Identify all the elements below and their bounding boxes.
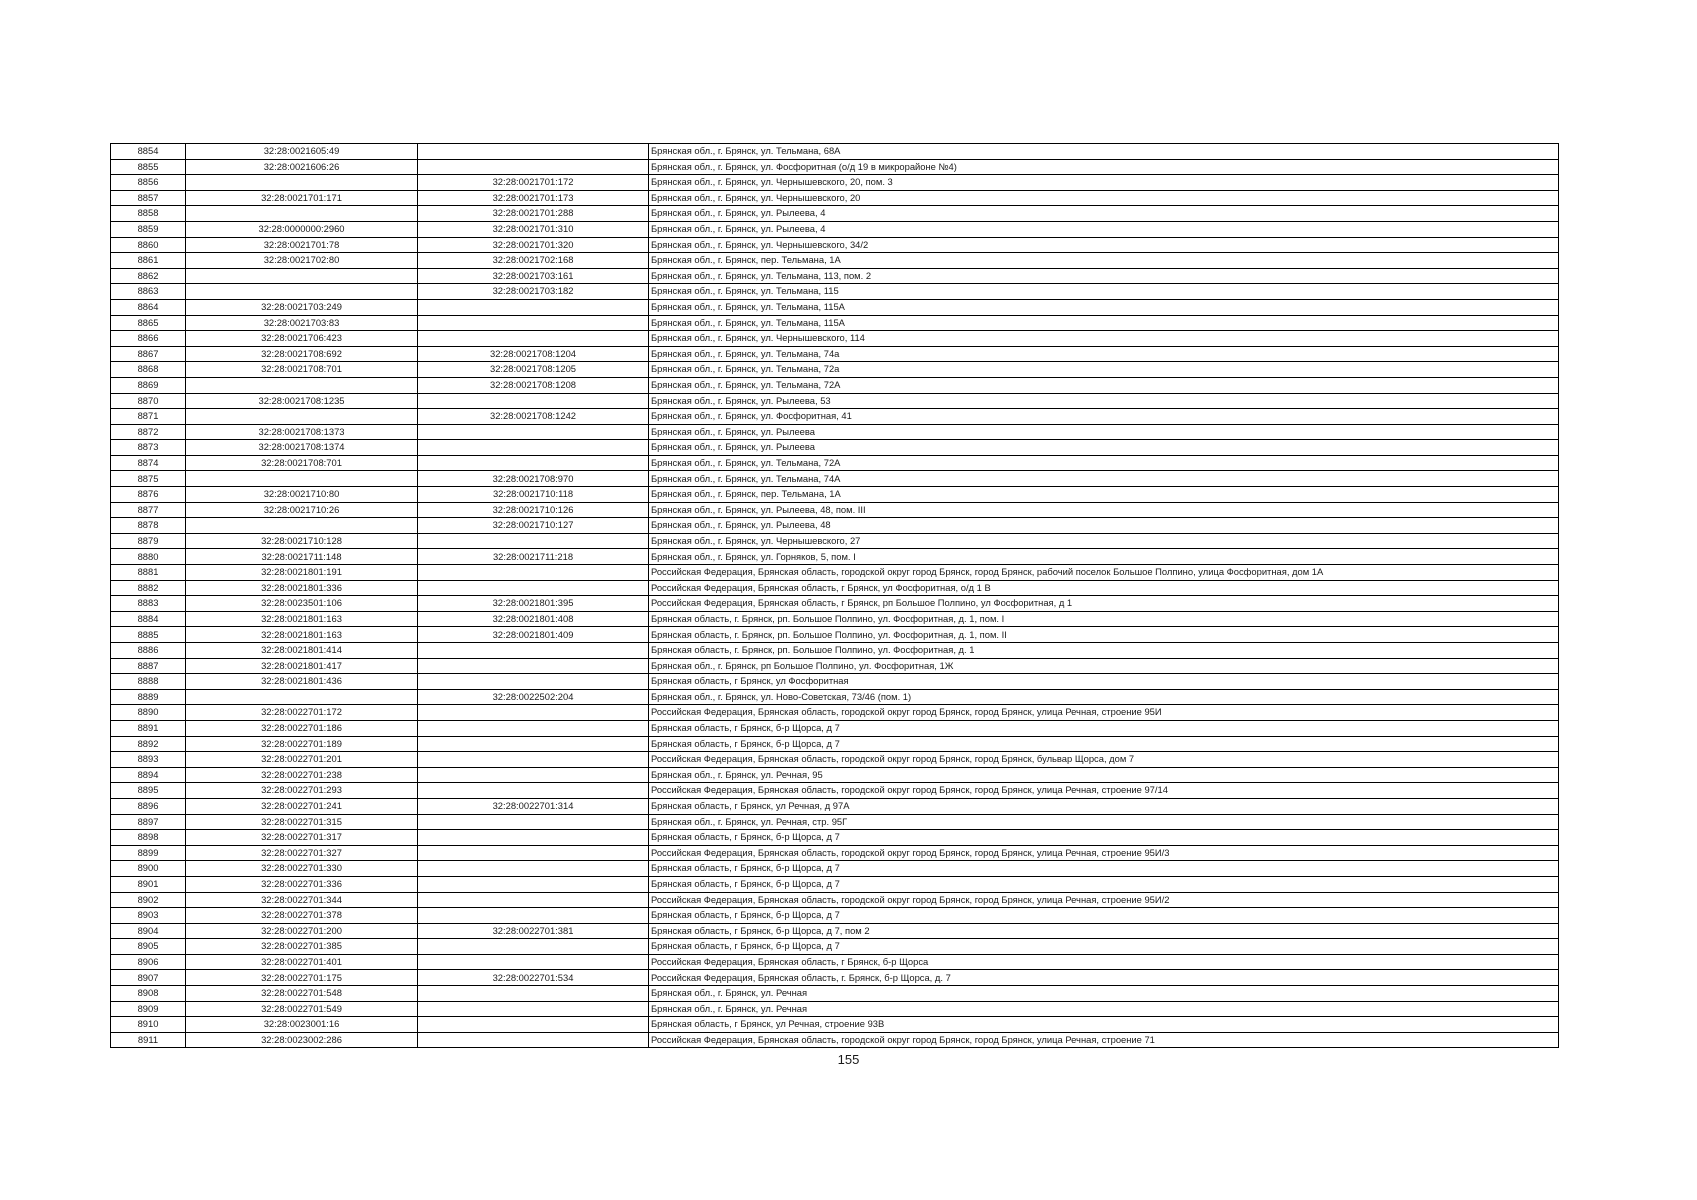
cadastral-number-object-cell: 32:28:0021701:320 (418, 237, 649, 253)
cadastral-number-land-cell: 32:28:0022701:344 (186, 892, 418, 908)
row-number-cell: 8895 (111, 783, 186, 799)
cadastral-number-object-cell (418, 658, 649, 674)
cadastral-number-land-cell: 32:28:0022701:315 (186, 814, 418, 830)
row-number-cell: 8872 (111, 424, 186, 440)
row-number-cell: 8869 (111, 377, 186, 393)
cadastral-number-land-cell: 32:28:0022701:200 (186, 923, 418, 939)
cadastral-number-object-cell (418, 876, 649, 892)
address-cell: Брянская обл., г. Брянск, пер. Тельмана, 1А (649, 253, 1559, 269)
cadastral-number-object-cell (418, 1017, 649, 1033)
table-row (111, 284, 1559, 300)
cadastral-number-land-cell: 32:28:0022701:385 (186, 939, 418, 955)
row-number-cell: 8860 (111, 237, 186, 253)
table-row (111, 221, 1559, 237)
cadastral-number-land-cell (186, 518, 418, 534)
row-number-cell: 8878 (111, 518, 186, 534)
address-cell: Российская Федерация, Брянская область, городской округ город Брянск, город Брянск, бульвар Щорса, дом 7 (649, 752, 1559, 768)
cadastral-number-land-cell: 32:28:0021708:1373 (186, 424, 418, 440)
cadastral-number-land-cell: 32:28:0000000:2960 (186, 221, 418, 237)
cadastral-number-object-cell (418, 892, 649, 908)
table-row (111, 892, 1559, 908)
cadastral-number-land-cell: 32:28:0023001:16 (186, 1017, 418, 1033)
address-cell: Брянская обл., г. Брянск, ул. Чернышевского, 27 (649, 533, 1559, 549)
address-cell: Брянская обл., г. Брянск, ул. Тельмана, 72А (649, 377, 1559, 393)
table-row (111, 596, 1559, 612)
address-cell: Брянская область, г Брянск, б-р Щорса, д 7 (649, 939, 1559, 955)
cadastral-number-land-cell: 32:28:0023501:106 (186, 596, 418, 612)
table-row (111, 580, 1559, 596)
address-cell: Российская Федерация, Брянская область, городской округ город Брянск, город Брянск, улица Речная, строение 97/14 (649, 783, 1559, 799)
row-number-cell: 8889 (111, 689, 186, 705)
table-row (111, 939, 1559, 955)
table-row (111, 533, 1559, 549)
row-number-cell: 8879 (111, 533, 186, 549)
address-cell: Брянская обл., г. Брянск, ул. Тельмана, 72а (649, 362, 1559, 378)
address-cell: Брянская обл., г. Брянск, ул. Рылеева (649, 440, 1559, 456)
row-number-cell: 8854 (111, 144, 186, 160)
cadastral-number-object-cell: 32:28:0022701:381 (418, 923, 649, 939)
row-number-cell: 8866 (111, 331, 186, 347)
row-number-cell: 8865 (111, 315, 186, 331)
table-row (111, 144, 1559, 160)
address-cell: Брянская область, г Брянск, б-р Щорса, д 7, пом 2 (649, 923, 1559, 939)
row-number-cell: 8867 (111, 346, 186, 362)
address-cell: Брянская область, г Брянск, б-р Щорса, д 7 (649, 876, 1559, 892)
page-number: 155 (837, 1052, 860, 1067)
address-cell: Брянская обл., г. Брянск, ул. Чернышевского, 34/2 (649, 237, 1559, 253)
cadastral-number-land-cell: 32:28:0022701:549 (186, 1001, 418, 1017)
cadastral-number-land-cell: 32:28:0022701:401 (186, 954, 418, 970)
table-row (111, 346, 1559, 362)
address-cell: Брянская область, г Брянск, б-р Щорса, д 7 (649, 736, 1559, 752)
cadastral-number-land-cell: 32:28:0022701:241 (186, 798, 418, 814)
table-row (111, 705, 1559, 721)
row-number-cell: 8898 (111, 830, 186, 846)
cadastral-number-land-cell: 32:28:0022701:172 (186, 705, 418, 721)
address-cell: Брянская обл., г. Брянск, ул. Тельмана, 72А (649, 455, 1559, 471)
row-number-cell: 8896 (111, 798, 186, 814)
row-number-cell: 8862 (111, 268, 186, 284)
table-row (111, 237, 1559, 253)
cadastral-number-land-cell: 32:28:0022701:548 (186, 986, 418, 1002)
table-row (111, 767, 1559, 783)
address-cell: Брянская область, г Брянск, ул Фосфоритная (649, 674, 1559, 690)
cadastral-number-land-cell: 32:28:0022701:327 (186, 845, 418, 861)
table-row (111, 830, 1559, 846)
row-number-cell: 8897 (111, 814, 186, 830)
table-row (111, 1032, 1559, 1048)
cadastral-number-land-cell: 32:28:0021801:163 (186, 611, 418, 627)
row-number-cell: 8892 (111, 736, 186, 752)
table-row (111, 440, 1559, 456)
cadastral-number-object-cell (418, 986, 649, 1002)
cadastral-number-object-cell (418, 908, 649, 924)
table-row (111, 923, 1559, 939)
address-cell: Брянская область, г. Брянск, рп. Большое Полпино, ул. Фосфоритная, д. 1, пом. II (649, 627, 1559, 643)
table-row (111, 253, 1559, 269)
address-cell: Брянская обл., г. Брянск, ул. Рылеева, 48 (649, 518, 1559, 534)
address-cell: Брянская обл., г. Брянск, ул. Речная, стр. 95Г (649, 814, 1559, 830)
table-row (111, 736, 1559, 752)
cadastral-number-object-cell: 32:28:0021701:288 (418, 206, 649, 222)
table-row (111, 362, 1559, 378)
cadastral-number-land-cell: 32:28:0022701:330 (186, 861, 418, 877)
cadastral-number-land-cell (186, 268, 418, 284)
cadastral-number-land-cell: 32:28:0021708:692 (186, 346, 418, 362)
address-cell: Брянская обл., г. Брянск, ул. Речная (649, 1001, 1559, 1017)
row-number-cell: 8890 (111, 705, 186, 721)
row-number-cell: 8887 (111, 658, 186, 674)
row-number-cell: 8871 (111, 409, 186, 425)
cadastral-number-object-cell (418, 565, 649, 581)
cadastral-number-object-cell: 32:28:0021703:161 (418, 268, 649, 284)
cadastral-number-object-cell (418, 720, 649, 736)
cadastral-number-object-cell: 32:28:0021708:1205 (418, 362, 649, 378)
row-number-cell: 8906 (111, 954, 186, 970)
row-number-cell: 8881 (111, 565, 186, 581)
row-number-cell: 8883 (111, 596, 186, 612)
row-number-cell: 8880 (111, 549, 186, 565)
row-number-cell: 8858 (111, 206, 186, 222)
cadastral-number-land-cell (186, 175, 418, 191)
cadastral-number-object-cell (418, 736, 649, 752)
row-number-cell: 8886 (111, 643, 186, 659)
row-number-cell: 8875 (111, 471, 186, 487)
cadastral-number-object-cell (418, 315, 649, 331)
row-number-cell: 8884 (111, 611, 186, 627)
cadastral-number-land-cell: 32:28:0021801:414 (186, 643, 418, 659)
cadastral-number-object-cell (418, 674, 649, 690)
address-cell: Брянская обл., г. Брянск, ул. Чернышевского, 20 (649, 190, 1559, 206)
table-row (111, 986, 1559, 1002)
cadastral-number-object-cell (418, 533, 649, 549)
row-number-cell: 8868 (111, 362, 186, 378)
address-cell: Брянская область, г Брянск, б-р Щорса, д 7 (649, 908, 1559, 924)
row-number-cell: 8888 (111, 674, 186, 690)
cadastral-number-object-cell: 32:28:0021708:1204 (418, 346, 649, 362)
cadastral-number-land-cell: 32:28:0022701:378 (186, 908, 418, 924)
cadastral-number-object-cell (418, 580, 649, 596)
table-row (111, 720, 1559, 736)
cadastral-number-object-cell: 32:28:0021701:172 (418, 175, 649, 191)
cadastral-number-object-cell (418, 814, 649, 830)
cadastral-number-object-cell: 32:28:0021702:168 (418, 253, 649, 269)
cadastral-number-object-cell (418, 440, 649, 456)
address-cell: Брянская область, г Брянск, б-р Щорса, д 7 (649, 720, 1559, 736)
cadastral-number-land-cell: 32:28:0021703:83 (186, 315, 418, 331)
address-cell: Брянская обл., г. Брянск, рп Большое Полпино, ул. Фосфоритная, 1Ж (649, 658, 1559, 674)
row-number-cell: 8857 (111, 190, 186, 206)
address-cell: Брянская обл., г. Брянск, ул. Фосфоритная, 41 (649, 409, 1559, 425)
address-cell: Российская Федерация, Брянская область, г Брянск, ул Фосфоритная, о/д 1 В (649, 580, 1559, 596)
cadastral-number-land-cell: 32:28:0022701:238 (186, 767, 418, 783)
row-number-cell: 8859 (111, 221, 186, 237)
table-row (111, 393, 1559, 409)
table-row (111, 159, 1559, 175)
address-cell: Брянская область, г Брянск, б-р Щорса, д 7 (649, 830, 1559, 846)
table-row (111, 455, 1559, 471)
table-row (111, 845, 1559, 861)
cadastral-number-land-cell: 32:28:0021708:1374 (186, 440, 418, 456)
cadastral-number-land-cell: 32:28:0022701:201 (186, 752, 418, 768)
cadastral-number-object-cell (418, 861, 649, 877)
cadastral-number-object-cell: 32:28:0021801:408 (418, 611, 649, 627)
address-cell: Брянская обл., г. Брянск, ул. Тельмана, 74а (649, 346, 1559, 362)
address-cell: Российская Федерация, Брянская область, городской округ город Брянск, город Брянск, улица Речная, строение 71 (649, 1032, 1559, 1048)
table-row (111, 674, 1559, 690)
row-number-cell: 8870 (111, 393, 186, 409)
row-number-cell: 8856 (111, 175, 186, 191)
cadastral-number-object-cell (418, 1032, 649, 1048)
address-cell: Российская Федерация, Брянская область, городской округ город Брянск, город Брянск, рабочий поселок Большое Полпино, улица Фосфоритная, дом 1А (649, 565, 1559, 581)
row-number-cell: 8882 (111, 580, 186, 596)
table-row (111, 424, 1559, 440)
table-row (111, 190, 1559, 206)
cadastral-number-object-cell: 32:28:0021701:310 (418, 221, 649, 237)
row-number-cell: 8874 (111, 455, 186, 471)
cadastral-number-land-cell: 32:28:0021606:26 (186, 159, 418, 175)
row-number-cell: 8905 (111, 939, 186, 955)
row-number-cell: 8855 (111, 159, 186, 175)
cadastral-number-object-cell: 32:28:0021801:395 (418, 596, 649, 612)
row-number-cell: 8885 (111, 627, 186, 643)
address-cell: Брянская обл., г. Брянск, пер. Тельмана, 1А (649, 487, 1559, 503)
address-cell: Брянская обл., г. Брянск, ул. Тельмана, 74А (649, 471, 1559, 487)
address-cell: Брянская обл., г. Брянск, ул. Чернышевского, 114 (649, 331, 1559, 347)
table-row (111, 268, 1559, 284)
cadastral-number-land-cell: 32:28:0021708:1235 (186, 393, 418, 409)
cadastral-number-object-cell: 32:28:0021710:118 (418, 487, 649, 503)
row-number-cell: 8873 (111, 440, 186, 456)
address-cell: Брянская область, г. Брянск, рп. Большое Полпино, ул. Фосфоритная, д. 1, пом. I (649, 611, 1559, 627)
table-row (111, 783, 1559, 799)
address-cell: Брянская обл., г. Брянск, ул. Рылеева, 48, пом. III (649, 502, 1559, 518)
address-cell: Российская Федерация, Брянская область, г Брянск, б-р Щорса (649, 954, 1559, 970)
cadastral-number-land-cell: 32:28:0022701:336 (186, 876, 418, 892)
row-number-cell: 8908 (111, 986, 186, 1002)
table-row (111, 1017, 1559, 1033)
registry-table-body (111, 144, 1559, 1048)
table-row (111, 175, 1559, 191)
table-row (111, 565, 1559, 581)
cadastral-number-object-cell (418, 752, 649, 768)
cadastral-number-object-cell (418, 144, 649, 160)
address-cell: Брянская обл., г. Брянск, ул. Ново-Советская, 73/46 (пом. 1) (649, 689, 1559, 705)
table-row (111, 689, 1559, 705)
cadastral-number-land-cell (186, 284, 418, 300)
cadastral-number-object-cell: 32:28:0021703:182 (418, 284, 649, 300)
cadastral-number-land-cell: 32:28:0021801:417 (186, 658, 418, 674)
address-cell: Брянская обл., г. Брянск, ул. Тельмана, 68А (649, 144, 1559, 160)
row-number-cell: 8876 (111, 487, 186, 503)
table-row (111, 752, 1559, 768)
row-number-cell: 8864 (111, 299, 186, 315)
cadastral-number-object-cell (418, 767, 649, 783)
row-number-cell: 8907 (111, 970, 186, 986)
row-number-cell: 8910 (111, 1017, 186, 1033)
row-number-cell: 8901 (111, 876, 186, 892)
table-row (111, 814, 1559, 830)
address-cell: Брянская область, г Брянск, б-р Щорса, д 7 (649, 861, 1559, 877)
cadastral-number-land-cell: 32:28:0021703:249 (186, 299, 418, 315)
address-cell: Брянская обл., г. Брянск, ул. Речная (649, 986, 1559, 1002)
cadastral-number-land-cell: 32:28:0021710:80 (186, 487, 418, 503)
cadastral-number-object-cell: 32:28:0022502:204 (418, 689, 649, 705)
cadastral-number-object-cell: 32:28:0022701:534 (418, 970, 649, 986)
cadastral-number-object-cell (418, 455, 649, 471)
address-cell: Брянская обл., г. Брянск, ул. Тельмана, 115А (649, 315, 1559, 331)
address-cell: Брянская обл., г. Брянск, ул. Речная, 95 (649, 767, 1559, 783)
address-cell: Российская Федерация, Брянская область, городской округ город Брянск, город Брянск, улица Речная, строение 95И (649, 705, 1559, 721)
address-cell: Брянская обл., г. Брянск, ул. Рылеева, 53 (649, 393, 1559, 409)
cadastral-number-land-cell: 32:28:0022701:293 (186, 783, 418, 799)
cadastral-number-object-cell (418, 954, 649, 970)
address-cell: Российская Федерация, Брянская область, г Брянск, рп Большое Полпино, ул Фосфоритная, д 1 (649, 596, 1559, 612)
row-number-cell: 8861 (111, 253, 186, 269)
row-number-cell: 8893 (111, 752, 186, 768)
table-row (111, 315, 1559, 331)
cadastral-number-object-cell: 32:28:0021710:126 (418, 502, 649, 518)
cadastral-number-object-cell: 32:28:0021710:127 (418, 518, 649, 534)
cadastral-number-object-cell: 32:28:0021801:409 (418, 627, 649, 643)
row-number-cell: 8902 (111, 892, 186, 908)
cadastral-number-object-cell: 32:28:0021708:1208 (418, 377, 649, 393)
table-row (111, 954, 1559, 970)
row-number-cell: 8894 (111, 767, 186, 783)
cadastral-number-land-cell: 32:28:0021801:436 (186, 674, 418, 690)
address-cell: Брянская обл., г. Брянск, ул. Тельмана, 115А (649, 299, 1559, 315)
table-row (111, 627, 1559, 643)
cadastral-number-land-cell: 32:28:0021708:701 (186, 455, 418, 471)
registry-table (110, 143, 1559, 1048)
cadastral-number-land-cell: 32:28:0022701:189 (186, 736, 418, 752)
cadastral-number-land-cell: 32:28:0021701:78 (186, 237, 418, 253)
cadastral-number-object-cell (418, 830, 649, 846)
row-number-cell: 8911 (111, 1032, 186, 1048)
cadastral-number-land-cell (186, 689, 418, 705)
cadastral-number-object-cell (418, 643, 649, 659)
cadastral-number-object-cell (418, 845, 649, 861)
cadastral-number-land-cell: 32:28:0021801:191 (186, 565, 418, 581)
row-number-cell: 8899 (111, 845, 186, 861)
cadastral-number-land-cell: 32:28:0021711:148 (186, 549, 418, 565)
table-row (111, 798, 1559, 814)
table-row (111, 502, 1559, 518)
cadastral-number-object-cell (418, 393, 649, 409)
table-row (111, 970, 1559, 986)
cadastral-number-land-cell: 32:28:0021801:336 (186, 580, 418, 596)
row-number-cell: 8863 (111, 284, 186, 300)
table-row (111, 1001, 1559, 1017)
cadastral-number-object-cell (418, 939, 649, 955)
address-cell: Брянская область, г Брянск, ул Речная, строение 93В (649, 1017, 1559, 1033)
table-row (111, 518, 1559, 534)
cadastral-number-object-cell (418, 783, 649, 799)
address-cell: Российская Федерация, Брянская область, г. Брянск, б-р Щорса, д. 7 (649, 970, 1559, 986)
cadastral-number-land-cell: 32:28:0021706:423 (186, 331, 418, 347)
cadastral-number-land-cell: 32:28:0021701:171 (186, 190, 418, 206)
address-cell: Брянская обл., г. Брянск, ул. Горняков, 5, пом. I (649, 549, 1559, 565)
row-number-cell: 8891 (111, 720, 186, 736)
cadastral-number-land-cell: 32:28:0021702:80 (186, 253, 418, 269)
table-row (111, 861, 1559, 877)
row-number-cell: 8877 (111, 502, 186, 518)
table-row (111, 611, 1559, 627)
cadastral-number-land-cell: 32:28:0021708:701 (186, 362, 418, 378)
cadastral-number-object-cell (418, 299, 649, 315)
table-row (111, 331, 1559, 347)
address-cell: Брянская область, г Брянск, ул Речная, д 97А (649, 798, 1559, 814)
table-row (111, 377, 1559, 393)
address-cell: Брянская область, г. Брянск, рп. Большое Полпино, ул. Фосфоритная, д. 1 (649, 643, 1559, 659)
table-row (111, 658, 1559, 674)
address-cell: Российская Федерация, Брянская область, городской округ город Брянск, город Брянск, улица Речная, строение 95И/3 (649, 845, 1559, 861)
table-row (111, 206, 1559, 222)
address-cell: Брянская обл., г. Брянск, ул. Рылеева, 4 (649, 221, 1559, 237)
cadastral-number-object-cell: 32:28:0021708:1242 (418, 409, 649, 425)
table-row (111, 643, 1559, 659)
cadastral-number-land-cell: 32:28:0022701:317 (186, 830, 418, 846)
address-cell: Брянская обл., г. Брянск, ул. Чернышевского, 20, пом. 3 (649, 175, 1559, 191)
cadastral-number-object-cell (418, 159, 649, 175)
table-row (111, 409, 1559, 425)
cadastral-number-land-cell (186, 471, 418, 487)
cadastral-number-object-cell (418, 331, 649, 347)
cadastral-number-land-cell: 32:28:0023002:286 (186, 1032, 418, 1048)
cadastral-number-land-cell: 32:28:0021605:49 (186, 144, 418, 160)
table-row (111, 299, 1559, 315)
cadastral-number-land-cell (186, 409, 418, 425)
cadastral-number-object-cell: 32:28:0021708:970 (418, 471, 649, 487)
address-cell: Брянская обл., г. Брянск, ул. Тельмана, 113, пом. 2 (649, 268, 1559, 284)
cadastral-number-object-cell (418, 705, 649, 721)
cadastral-number-object-cell: 32:28:0021701:173 (418, 190, 649, 206)
row-number-cell: 8904 (111, 923, 186, 939)
address-cell: Брянская обл., г. Брянск, ул. Рылеева (649, 424, 1559, 440)
cadastral-number-object-cell: 32:28:0022701:314 (418, 798, 649, 814)
cadastral-number-land-cell: 32:28:0022701:175 (186, 970, 418, 986)
row-number-cell: 8900 (111, 861, 186, 877)
cadastral-number-object-cell (418, 1001, 649, 1017)
address-cell: Брянская обл., г. Брянск, ул. Рылеева, 4 (649, 206, 1559, 222)
cadastral-number-land-cell (186, 206, 418, 222)
table-row (111, 908, 1559, 924)
cadastral-number-land-cell: 32:28:0021710:128 (186, 533, 418, 549)
address-cell: Брянская обл., г. Брянск, ул. Тельмана, 115 (649, 284, 1559, 300)
row-number-cell: 8903 (111, 908, 186, 924)
cadastral-number-land-cell (186, 377, 418, 393)
cadastral-number-land-cell: 32:28:0022701:186 (186, 720, 418, 736)
table-row (111, 487, 1559, 503)
address-cell: Российская Федерация, Брянская область, городской округ город Брянск, город Брянск, улица Речная, строение 95И/2 (649, 892, 1559, 908)
cadastral-number-object-cell (418, 424, 649, 440)
row-number-cell: 8909 (111, 1001, 186, 1017)
table-row (111, 876, 1559, 892)
address-cell: Брянская обл., г. Брянск, ул. Фосфоритная (о/д 19 в микрорайоне №4) (649, 159, 1559, 175)
registry-sheet (110, 143, 1558, 1048)
table-row (111, 471, 1559, 487)
cadastral-number-object-cell: 32:28:0021711:218 (418, 549, 649, 565)
cadastral-number-land-cell: 32:28:0021801:163 (186, 627, 418, 643)
cadastral-number-land-cell: 32:28:0021710:26 (186, 502, 418, 518)
table-row (111, 549, 1559, 565)
